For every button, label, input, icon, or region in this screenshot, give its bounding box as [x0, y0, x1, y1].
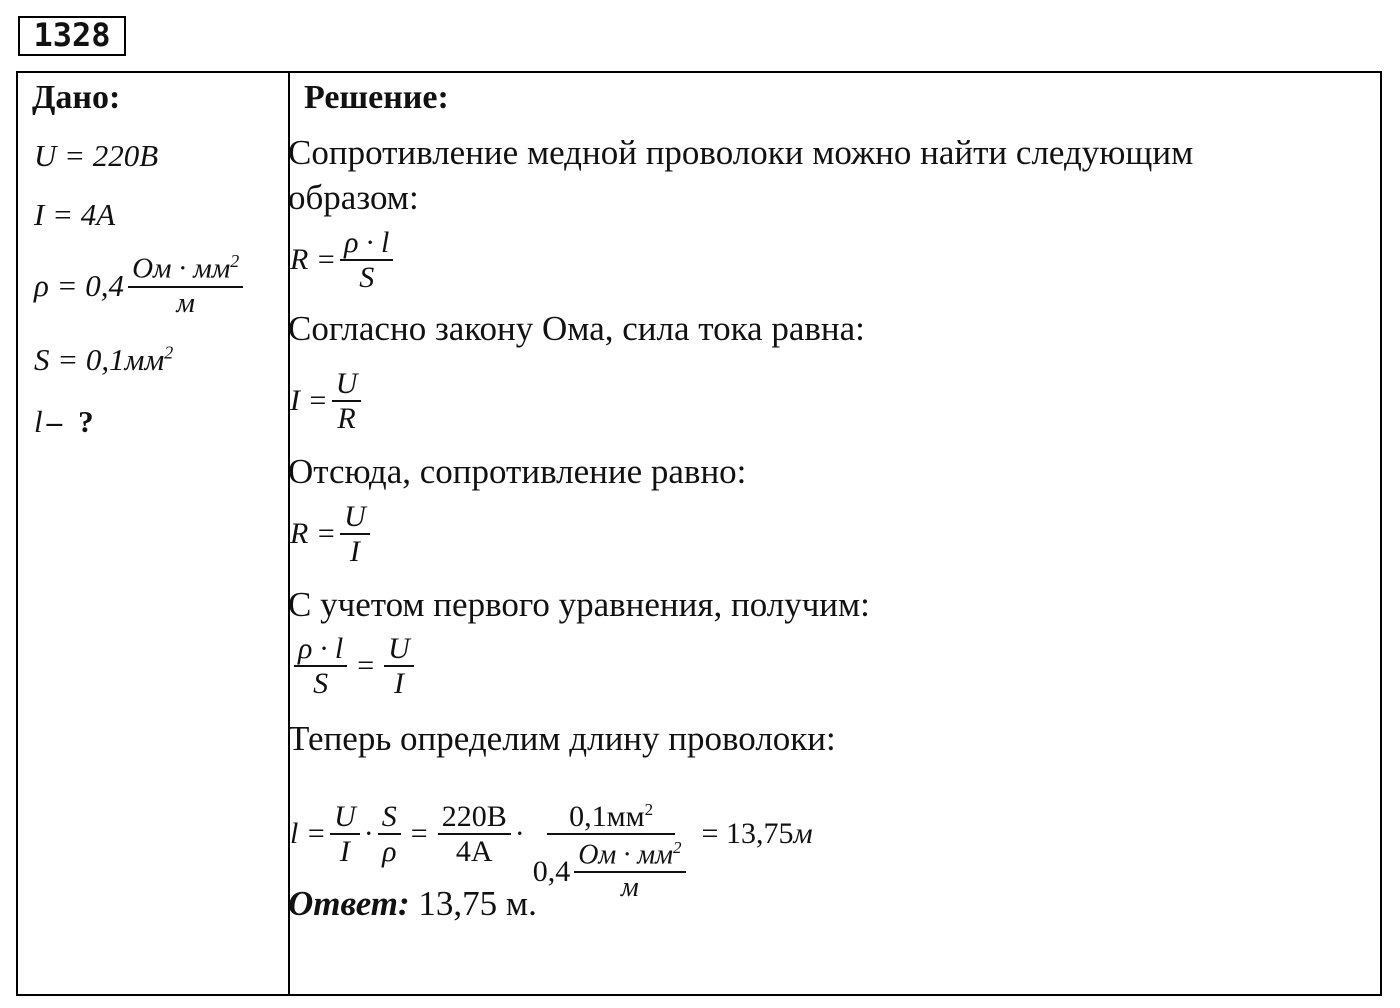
solution-line-5: С учетом первого уравнения, получим: [288, 585, 870, 624]
answer-value: 13,75 м. [418, 884, 537, 923]
eq4-fraction-left [294, 632, 347, 700]
given-current: I = 4A [34, 197, 116, 232]
equation-ohms-law [290, 367, 365, 435]
problem-number: 1328 [18, 16, 126, 56]
eq5-f4-denominator [529, 835, 694, 904]
resistivity-fraction [128, 252, 243, 319]
eq1-fraction [340, 226, 393, 294]
eq2-numerator: U [332, 367, 362, 402]
solution-line-1: Сопротивление медной проволоки можно найти следующим [288, 133, 1194, 172]
eq5-f4-den-exponent: 2 [673, 838, 682, 857]
eq5-lhs: l = [290, 816, 327, 850]
equation-length-calculation [290, 764, 813, 904]
eq2-denominator: R [337, 402, 356, 435]
eq1-numerator: ρ · l [340, 226, 393, 261]
eq3-numerator: U [340, 500, 370, 535]
eq5-f1-numerator: U [330, 800, 360, 835]
eq2-lhs: I = [290, 384, 328, 417]
answer-line [288, 884, 537, 924]
unknown-question-mark: ? [78, 404, 94, 439]
resistivity-unit-denominator: м [176, 286, 195, 319]
equation-combined [290, 632, 418, 700]
resistivity-unit-exponent: 2 [230, 251, 240, 271]
answer-label: Ответ: [288, 884, 410, 923]
eq1-lhs: R = [290, 243, 337, 276]
eq5-fraction-u-over-i [330, 800, 360, 868]
eq5-dot-2: · [514, 816, 525, 850]
eq5-result-unit: м [793, 816, 813, 850]
eq5-equals: = [410, 816, 428, 850]
eq5-f4-den-fraction [574, 839, 685, 904]
equation-resistance-from-ohm [290, 500, 374, 568]
unknown-symbol: l [34, 404, 43, 439]
eq5-f1-denominator: I [339, 834, 350, 868]
given-header: Дано: [32, 79, 121, 116]
eq3-denominator: I [349, 535, 360, 568]
solution-line-4: Отсюда, сопротивление равно: [288, 452, 747, 491]
eq4-equals: = [357, 649, 375, 682]
solution-line-6: Теперь определим длину проволоки: [288, 719, 836, 758]
cross-section-exponent: 2 [164, 342, 174, 363]
unknown-dash: – [46, 404, 63, 439]
given-unknown [34, 404, 94, 440]
eq5-f4-den-prefix: 0,4 [532, 854, 571, 888]
eq5-f4-den-denominator: м [620, 872, 639, 904]
given-voltage: U = 220B [34, 138, 159, 173]
eq4-right-denominator: I [393, 667, 404, 700]
eq3-fraction [340, 500, 370, 568]
eq5-dot-1: · [363, 816, 374, 850]
given-resistivity [34, 252, 247, 319]
solution-header: Решение: [304, 79, 449, 116]
eq4-right-numerator: U [384, 632, 414, 667]
eq5-fraction-s-over-rho [378, 800, 401, 868]
eq5-f3-denominator: 4A [455, 834, 493, 868]
eq5-f4-den-numerator: Ом · мм [578, 839, 674, 871]
eq5-f2-denominator: ρ [382, 834, 397, 868]
eq5-fraction-values-2 [529, 800, 694, 904]
solution-line-2: образом: [288, 178, 419, 217]
eq4-fraction-right [384, 632, 414, 700]
eq5-f4-numerator-exponent: 2 [644, 800, 654, 819]
eq2-fraction [332, 367, 362, 435]
cross-section-value: S = 0,1мм [34, 342, 165, 377]
eq5-f3-numerator: 220B [438, 800, 511, 835]
eq5-f2-numerator: S [378, 800, 401, 835]
eq1-denominator: S [359, 261, 375, 294]
eq3-lhs: R = [290, 517, 337, 550]
given-cross-section [34, 342, 173, 378]
resistivity-prefix: ρ = 0,4 [34, 267, 125, 303]
eq4-left-numerator: ρ · l [294, 632, 347, 667]
equation-resistance-formula [290, 226, 397, 294]
resistivity-unit-numerator: Ом · мм [132, 252, 231, 285]
eq5-fraction-values-1 [438, 800, 511, 868]
solution-line-3: Согласно закону Ома, сила тока равна: [288, 309, 865, 348]
eq5-f4-numerator: 0,1мм [569, 800, 645, 833]
eq5-result: = 13,75 [701, 816, 794, 850]
eq4-left-denominator: S [313, 667, 329, 700]
